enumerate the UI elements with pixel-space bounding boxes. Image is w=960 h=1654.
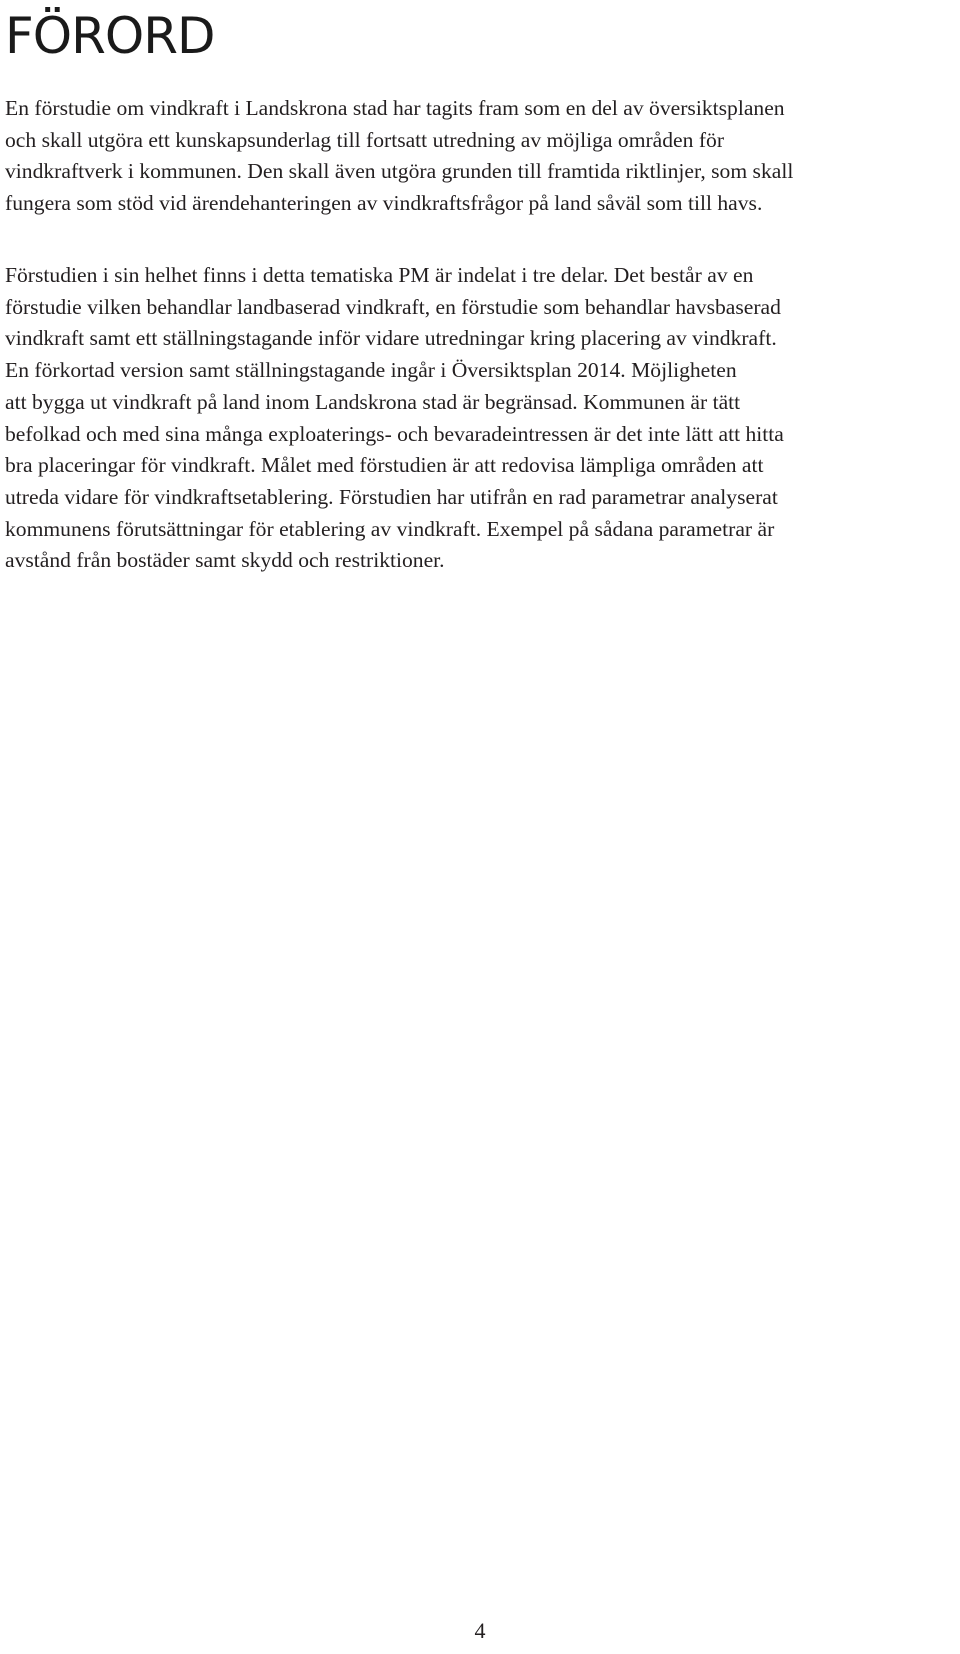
paragraph-line: bra placeringar för vindkraft. Målet med förstudien är att redovisa lämpliga områden att <box>5 453 764 478</box>
paragraph-line: befolkad och med sina många exploaterings- och bevaradeintressen är det inte lätt att hitta <box>5 421 784 446</box>
paragraph-line: att bygga ut vindkraft på land inom Landskrona stad är begränsad. Kommunen är tätt <box>5 389 741 414</box>
paragraph-structure <box>5 260 955 577</box>
paragraph-line: Förstudien i sin helhet finns i detta tematiska PM är indelat i tre delar. Det består av en <box>5 263 754 287</box>
page-number: 4 <box>474 1618 486 1643</box>
paragraph-line: vindkraft samt ett ställningstagande inför vidare utredningar kring placering av vindkraft. <box>5 326 777 351</box>
paragraph-line: utreda vidare för vindkraftsetablering. Förstudien har utifrån en rad parametrar analyserat <box>5 484 778 509</box>
paragraph-line: vindkraftverk i kommunen. Den skall även utgöra grunden till framtida riktlinjer, som skall <box>5 159 794 184</box>
paragraph-line: avstånd från bostäder samt skydd och restriktioner. <box>5 548 445 573</box>
paragraph-line: En förstudie om vindkraft i Landskrona stad har tagits fram som en del av översiktsplanen <box>5 96 785 120</box>
paragraph-line: fungera som stöd vid ärendehanteringen av vindkraftsfrågor på land såväl som till havs. <box>5 191 763 216</box>
paragraph-intro <box>5 93 955 220</box>
page-title: FÖRORD <box>5 7 215 65</box>
paragraph-line: förstudie vilken behandlar landbaserad vindkraft, en förstudie som behandlar havsbaserad <box>5 294 781 319</box>
paragraph-line: och skall utgöra ett kunskapsunderlag till fortsatt utredning av möjliga områden för <box>5 127 725 152</box>
paragraph-line: kommunens förutsättningar för etablering av vindkraft. Exempel på sådana parametrar är <box>5 516 775 541</box>
paragraph-line: En förkortad version samt ställningstagande ingår i Översiktsplan 2014. Möjligheten <box>5 358 737 383</box>
